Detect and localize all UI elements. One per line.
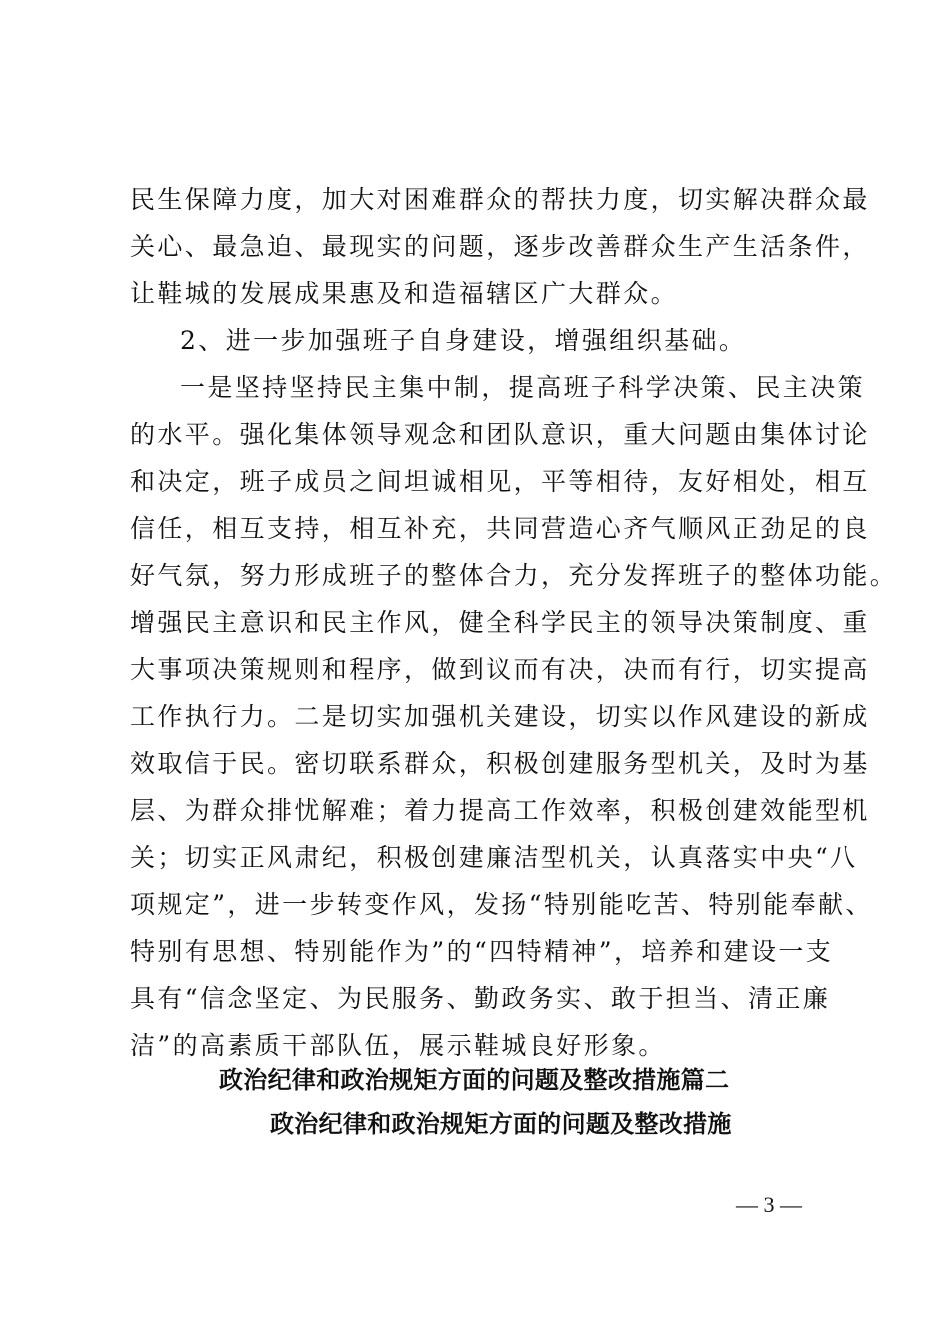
page-number: — 3 — bbox=[736, 1192, 802, 1217]
body-line: 层、为群众排忧解难；着力提高工作效率，积极创建效能型机 bbox=[130, 796, 870, 825]
section-subheading: 2、进一步加强班子自身建设，增强组织基础。 bbox=[180, 326, 747, 355]
section-heading: 政治纪律和政治规矩方面的问题及整改措施篇二 bbox=[219, 1066, 730, 1094]
document-title: 政治纪律和政治规矩方面的问题及整改措施 bbox=[270, 1110, 732, 1138]
body-line: 和决定，班子成员之间坦诚相见，平等相待，友好相处，相互 bbox=[130, 467, 870, 496]
body-line: 关；切实正风肃纪，积极创建廉洁型机关，认真落实中央“八 bbox=[130, 843, 858, 872]
body-line: 民生保障力度，加大对困难群众的帮扶力度，切实解决群众最 bbox=[130, 185, 870, 214]
body-line: 工作执行力。二是切实加强机关建设，切实以作风建设的新成 bbox=[130, 702, 870, 731]
body-line: 让鞋城的发展成果惠及和造福辖区广大群众。 bbox=[130, 279, 679, 308]
body-line: 特别有思想、特别能作为”的“四特精神”，培养和建设一支 bbox=[130, 937, 834, 966]
body-line: 具有“信念坚定、为民服务、勤政务实、敢于担当、清正廉 bbox=[130, 984, 831, 1013]
body-line: 好气氛，努力形成班子的整体合力，充分发挥班子的整体功能。 bbox=[130, 561, 898, 590]
body-line: 项规定”，进一步转变作风，发扬“特别能吃苦、特别能奉献、 bbox=[130, 890, 873, 919]
body-line: 洁”的高素质干部队伍，展示鞋城良好形象。 bbox=[130, 1031, 666, 1060]
body-line: 大事项决策规则和程序，做到议而有决，决而有行，切实提高 bbox=[130, 655, 870, 684]
body-line: 信任，相互支持，相互补充，共同营造心齐气顺风正劲足的良 bbox=[130, 514, 870, 543]
body-line: 关心、最急迫、最现实的问题，逐步改善群众生产生活条件， bbox=[130, 232, 870, 261]
body-line: 一是坚持坚持民主集中制，提高班子科学决策、民主决策 bbox=[180, 373, 866, 402]
body-line: 增强民主意识和民主作风，健全科学民主的领导决策制度、重 bbox=[130, 608, 870, 637]
body-line: 的水平。强化集体领导观念和团队意识，重大问题由集体讨论 bbox=[130, 420, 870, 449]
body-line: 效取信于民。密切联系群众，积极创建服务型机关，及时为基 bbox=[130, 749, 870, 778]
